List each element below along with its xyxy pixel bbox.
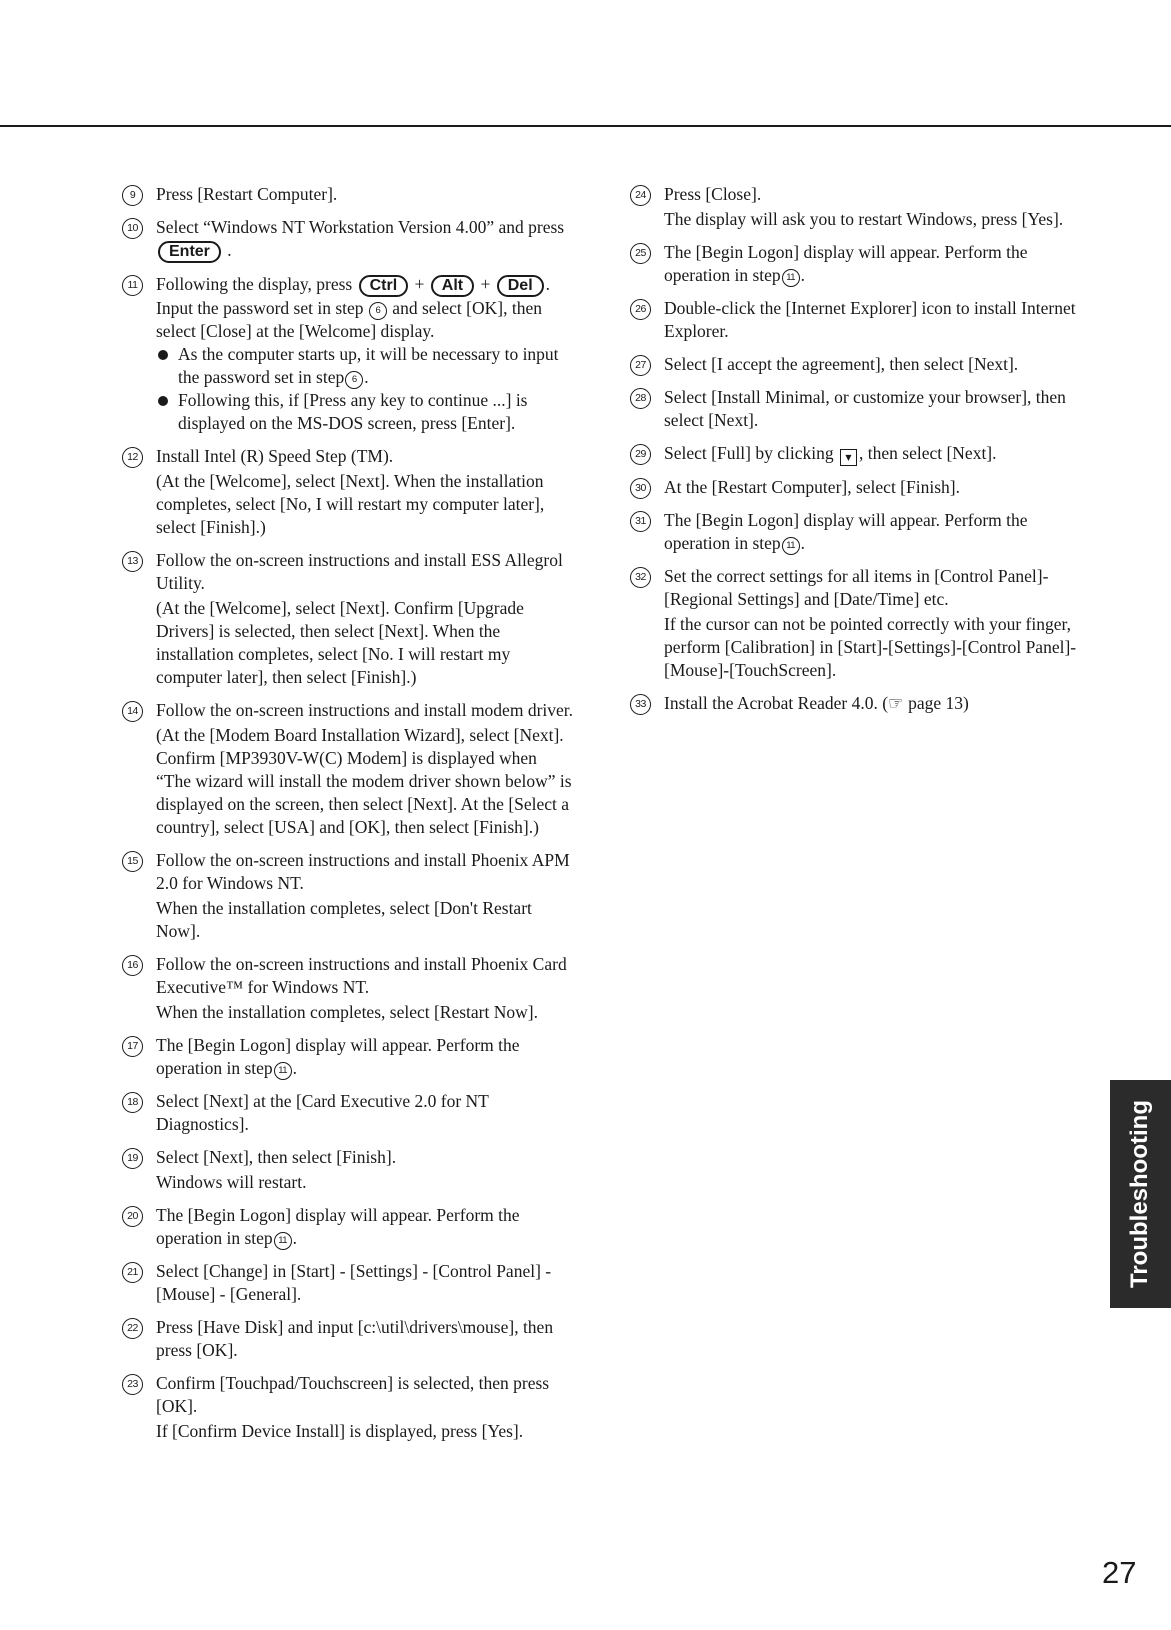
pointing-hand-icon: ☞ <box>888 693 904 713</box>
step-text <box>156 1034 575 1080</box>
text-run: Select [Full] by clicking <box>664 443 838 463</box>
step-item <box>120 1090 575 1136</box>
step-number: 24 <box>630 185 651 206</box>
section-tab-label: Troubleshooting <box>1126 1100 1153 1288</box>
text-run: Select [I accept the agreement], then select [Next]. <box>664 354 1019 374</box>
step-number: 16 <box>122 955 143 976</box>
step-text <box>664 692 1083 715</box>
step-item <box>120 445 575 539</box>
text-run: Confirm [Touchpad/Touchscreen] is selected, then press [OK]. <box>156 1373 550 1416</box>
step-text <box>156 699 575 722</box>
step-text <box>156 549 575 595</box>
step-item <box>120 273 575 435</box>
text-run: Select [Next] at the [Card Executive 2.0 for NT Diagnostics]. <box>156 1091 489 1134</box>
text-run: Follow the on-screen instructions and install Phoenix Card Executive™ for Windows NT. <box>156 954 567 997</box>
step-text <box>664 442 1083 466</box>
text-run: The [Begin Logon] display will appear. Perform the operation in step <box>156 1205 520 1248</box>
text-run: Select [Next], then select [Finish]. <box>156 1147 397 1167</box>
step-note: If the cursor can not be pointed correctly with your finger, perform [Calibration] in [Start]-[Settings]-[Control Panel]-[Mouse]-[TouchScreen]. <box>664 614 1077 680</box>
section-tab <box>1110 1080 1171 1308</box>
text-run: Follow the on-screen instructions and install modem driver. <box>156 700 574 720</box>
text-run: Select “Windows NT Workstation Version 4.00” and press <box>156 217 565 237</box>
step-note: (At the [Modem Board Installation Wizard], select [Next]. Confirm [MP3930V-W(C) Modem] is displayed when “The wizard will install the modem driver shown below” is displayed on the screen, then select [Next]. At the [Select a country], select [USA] and [OK], then select [Finish].) <box>156 725 572 837</box>
step-note: When the installation completes, select [Don't Restart Now]. <box>156 898 532 941</box>
step-item <box>120 183 575 206</box>
text-run: page 13) <box>903 693 969 713</box>
step-number: 15 <box>122 851 143 872</box>
step-number: 12 <box>122 447 143 468</box>
step-number: 32 <box>630 567 651 588</box>
step-item <box>628 386 1083 432</box>
text-run: Set the correct settings for all items in [Control Panel]-[Regional Settings] and [Date/Time] etc. <box>664 566 1049 609</box>
step-item <box>120 849 575 943</box>
text-run: Following the display, press <box>156 274 357 294</box>
step-text <box>156 273 575 343</box>
step-number: 19 <box>122 1148 143 1169</box>
step-text <box>664 183 1083 206</box>
text-run: Double-click the [Internet Explorer] icon to install Internet Explorer. <box>664 298 1076 341</box>
step-text <box>156 849 575 895</box>
step-item <box>120 1146 575 1194</box>
text-run: Install the Acrobat Reader 4.0. ( <box>664 693 889 713</box>
header-rule <box>0 125 1171 127</box>
step-text <box>156 1260 575 1306</box>
step-number: 23 <box>122 1374 143 1395</box>
text-run: As the computer starts up, it will be necessary to input the password set in step <box>178 344 559 387</box>
step-number: 28 <box>630 388 651 409</box>
step-text <box>156 1316 575 1362</box>
step-number: 21 <box>122 1262 143 1283</box>
step-number: 30 <box>630 478 651 499</box>
step-bullet <box>156 343 575 389</box>
step-number: 17 <box>122 1036 143 1057</box>
step-text <box>156 1146 575 1169</box>
text-run: Press [Close]. <box>664 184 762 204</box>
step-item <box>120 549 575 689</box>
dropdown-arrow-icon: ▼ <box>840 449 857 466</box>
text-run: . <box>292 1228 298 1248</box>
step-item <box>628 692 1083 715</box>
text-run: At the [Restart Computer], select [Finish]. <box>664 477 960 497</box>
step-number: 33 <box>630 694 651 715</box>
step-text <box>664 565 1083 611</box>
step-reference: 11 <box>782 269 800 287</box>
text-run: Select [Install Minimal, or customize your browser], then select [Next]. <box>664 387 1066 430</box>
step-number: 13 <box>122 551 143 572</box>
step-text <box>664 386 1083 432</box>
step-note: If [Confirm Device Install] is displayed, press [Yes]. <box>156 1421 524 1441</box>
key-enter-icon: Enter <box>158 241 221 263</box>
left-column <box>120 183 575 1453</box>
text-run: Select [Change] in [Start] - [Settings] - [Control Panel] - [Mouse] - [General]. <box>156 1261 552 1304</box>
step-note: Windows will restart. <box>156 1172 307 1192</box>
step-note: When the installation completes, select [Restart Now]. <box>156 1002 538 1022</box>
key-ctrl-icon: Ctrl <box>359 275 409 297</box>
key-del-icon: Del <box>497 275 544 297</box>
step-item <box>628 442 1083 466</box>
step-text <box>664 476 1083 499</box>
step-text <box>664 509 1083 555</box>
step-text <box>156 1090 575 1136</box>
step-item <box>120 1260 575 1306</box>
step-note: (At the [Welcome], select [Next]. When the installation completes, select [No, I will restart my computer later], select [Finish].) <box>156 471 545 537</box>
step-text <box>664 297 1083 343</box>
step-text <box>156 1204 575 1250</box>
text-run: + <box>410 274 429 294</box>
text-run: Install Intel (R) Speed Step (TM). <box>156 446 394 466</box>
step-note: (At the [Welcome], select [Next]. Confirm [Upgrade Drivers] is selected, then select [Next]. When the installation completes, select [No. I will restart my computer later], then select [Finish].) <box>156 598 524 687</box>
text-run: Press [Have Disk] and input [c:\util\drivers\mouse], then press [OK]. <box>156 1317 554 1360</box>
step-reference: 11 <box>274 1232 292 1250</box>
text-run: . <box>800 533 806 553</box>
step-number: 29 <box>630 444 651 465</box>
text-run: . Input the password set in step <box>156 274 551 318</box>
step-item <box>628 476 1083 499</box>
step-number: 31 <box>630 511 651 532</box>
step-item <box>120 216 575 263</box>
step-bullet <box>156 389 575 435</box>
step-item <box>628 509 1083 555</box>
step-number: 26 <box>630 299 651 320</box>
step-number: 11 <box>122 275 143 296</box>
step-item <box>628 297 1083 343</box>
text-run: . <box>800 265 806 285</box>
step-number: 18 <box>122 1092 143 1113</box>
step-number: 27 <box>630 355 651 376</box>
step-item <box>120 1372 575 1443</box>
step-number: 22 <box>122 1318 143 1339</box>
bullet-icon <box>158 396 168 406</box>
text-run: . <box>222 240 232 260</box>
step-text <box>156 953 575 999</box>
step-item <box>120 699 575 839</box>
step-item <box>120 1034 575 1080</box>
step-reference: 11 <box>782 537 800 555</box>
step-item <box>120 953 575 1024</box>
step-number: 10 <box>122 218 143 239</box>
step-item <box>120 1204 575 1250</box>
text-run: Following this, if [Press any key to continue ...] is displayed on the MS-DOS screen, press [Enter]. <box>178 390 528 433</box>
step-reference: 6 <box>369 302 387 320</box>
step-item <box>628 565 1083 682</box>
step-number: 20 <box>122 1206 143 1227</box>
text-run: + <box>476 274 495 294</box>
step-reference: 6 <box>345 371 363 389</box>
step-text <box>156 1372 575 1418</box>
step-text <box>664 353 1083 376</box>
step-note: The display will ask you to restart Windows, press [Yes]. <box>664 209 1064 229</box>
text-run: Follow the on-screen instructions and install Phoenix APM 2.0 for Windows NT. <box>156 850 570 893</box>
step-text <box>156 216 575 263</box>
page-number: 27 <box>1102 1555 1137 1590</box>
step-text <box>156 183 575 206</box>
key-alt-icon: Alt <box>431 275 474 297</box>
text-run: The [Begin Logon] display will appear. Perform the operation in step <box>664 510 1028 553</box>
text-run: and select [OK], then select [Close] at the [Welcome] display. <box>156 298 542 341</box>
text-run: . <box>292 1058 298 1078</box>
bullet-icon <box>158 350 168 360</box>
step-number: 9 <box>122 185 143 206</box>
step-number: 25 <box>630 243 651 264</box>
step-item <box>628 353 1083 376</box>
step-reference: 11 <box>274 1062 292 1080</box>
text-run: The [Begin Logon] display will appear. Perform the operation in step <box>664 242 1028 285</box>
text-run: Follow the on-screen instructions and install ESS Allegrol Utility. <box>156 550 563 593</box>
step-item <box>628 241 1083 287</box>
step-item <box>120 1316 575 1362</box>
step-text <box>156 445 575 468</box>
text-run: . <box>364 367 369 387</box>
text-run: The [Begin Logon] display will appear. Perform the operation in step <box>156 1035 520 1078</box>
text-run: , then select [Next]. <box>859 443 997 463</box>
step-text <box>664 241 1083 287</box>
right-column <box>628 183 1083 725</box>
step-number: 14 <box>122 701 143 722</box>
step-item <box>628 183 1083 231</box>
text-run: Press [Restart Computer]. <box>156 184 338 204</box>
